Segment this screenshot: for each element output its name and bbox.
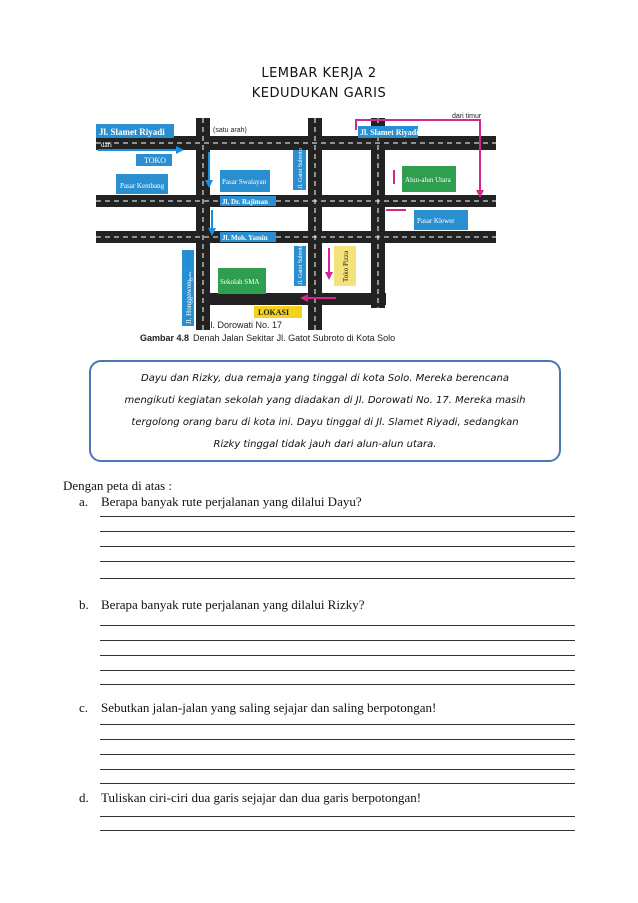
story-line: Rizky tinggal tidak jauh dari alun-alun utara. [213,439,437,450]
map-label-slamet-right: Jl. Slamet Riyadi [360,128,419,137]
worksheet-subtitle: KEDUDUKAN GARIS [251,86,387,101]
question-text: Berapa banyak rute perjalanan yang dilalui Rizky? [101,597,365,612]
answer-line[interactable] [100,739,575,740]
map-label-pasar-klewer: Pasar Klewer [417,217,455,225]
answer-line[interactable] [100,769,575,770]
map-label-pasar-swalayan: Pasar Swalayan [222,178,267,186]
map-label-satu-arah: (satu arah) [213,127,247,134]
answer-line[interactable] [100,640,575,641]
answer-line[interactable] [100,684,575,685]
intro-text: Dengan peta di atas : [63,478,173,493]
answer-line[interactable] [100,754,575,755]
story-line: mengikuti kegiatan sekolah yang diadakan di Jl. Dorowati No. 17. Mereka masih [124,395,526,406]
question-letter: c. [79,700,89,715]
question-a [79,494,362,510]
answer-line[interactable] [100,830,575,831]
map-label-sekolah: Sekolah SMA [220,278,260,286]
map-label-honggowongso: Jl. Honggowongso [185,271,193,324]
worksheet-title: LEMBAR KERJA 2 [261,66,377,81]
answer-line[interactable] [100,516,575,517]
map-label-moh-yamin: Jl. Moh. Yamin [222,234,268,242]
answer-line[interactable] [100,531,575,532]
answer-line[interactable] [100,670,575,671]
answer-line[interactable] [100,625,575,626]
question-letter: d. [79,790,89,805]
question-c [79,700,436,716]
question-letter: a. [79,494,89,509]
answer-line[interactable] [100,816,575,817]
answer-line[interactable] [100,561,575,562]
map-label-rajiman: Jl. Dr. Rajiman [222,198,269,206]
map-caption [140,333,500,343]
map-label-dorowati: Jl. Dorowati No. 17 [206,320,283,330]
answer-line[interactable] [100,546,575,547]
question-d [79,790,421,806]
map-label-pasar-kembang: Pasar Kembang [120,182,165,190]
map-label-dari-timur: dari timur [452,113,482,120]
question-text: Tuliskan ciri-ciri dua garis sejajar dan dua garis berpotongan! [101,790,422,805]
caption-text: Denah Jalan Sekitar Jl. Gatot Subroto di Kota Solo [193,333,396,343]
map-label-slamet-left: Jl. Slamet Riyadi [99,127,165,137]
story-line: tergolong orang baru di kota ini. Dayu tinggal di Jl. Slamet Riyadi, sedangkan [131,417,519,428]
map-label-toko: TOKO [144,156,167,165]
map-label-lokasi: LOKASI [258,308,290,317]
question-b [79,597,365,613]
answer-line[interactable] [100,724,575,725]
map-label-dari: dari [101,141,112,149]
caption-number: Gambar 4.8 [140,333,190,343]
map-label-gatot-top: Jl. Gatot Subroto [298,148,304,189]
map-label-alun-alun: Alun-alun Utara [405,176,451,184]
answer-line[interactable] [100,655,575,656]
street-map [96,110,496,330]
question-letter: b. [79,597,89,612]
answer-line[interactable] [100,578,575,579]
question-text: Berapa banyak rute perjalanan yang dilalui Dayu? [101,494,362,509]
question-text: Sebutkan jalan-jalan yang saling sejajar dan saling berpotongan! [101,700,437,715]
answer-line[interactable] [100,783,575,784]
story-line: Dayu dan Rizky, dua remaja yang tinggal di kota Solo. Mereka berencana [141,373,509,384]
road-dorowati [196,293,386,305]
story-box [89,360,561,462]
map-label-gatot-bottom: Jl. Gatot Subroto [298,244,304,285]
map-label-toko-pizza: Toko Pizza [342,250,350,282]
